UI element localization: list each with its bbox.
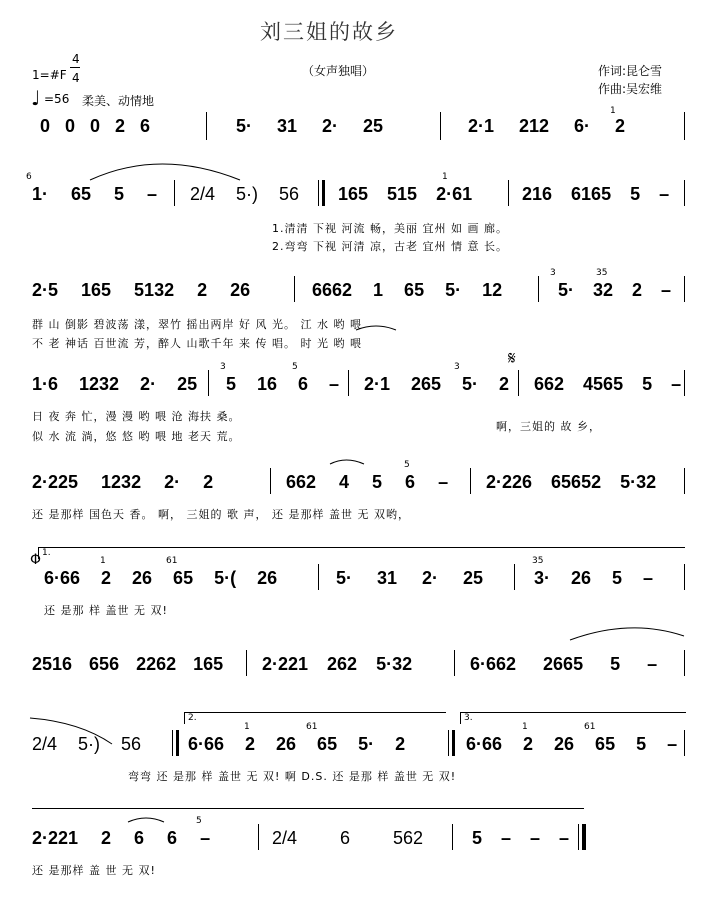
row4-measure1: 1·6 1232 2· 25 (32, 374, 198, 394)
lyric-verse1: 群 山 倒影 碧波荡 漾，翠竹 摇出两岸 好 风 光。 江 水 哟 喂 (32, 318, 362, 331)
grace-note: 3 (220, 362, 226, 372)
grace-note: 6 (26, 172, 32, 182)
grace-note: 1 (100, 556, 106, 566)
grace-note: 5 (196, 816, 202, 826)
grace-note: 5 (292, 362, 298, 372)
row4-measure3: 2·1 265 5· 2 (364, 374, 510, 394)
grace-note: 1 (244, 722, 250, 732)
row6-measure3: 3· 26 5 – (534, 568, 654, 588)
row3-measure1: 2·5 165 5132 2 26 (32, 280, 251, 300)
row4-measure4: 662 4565 5 – (534, 374, 682, 394)
row8-measure1: 2/4 5·) 56 (32, 734, 142, 754)
row8-measure3: 6·66 2 26 65 5 – (466, 734, 678, 754)
subtitle: （女声独唱） (302, 64, 375, 78)
lyric-refrain: 啊，三姐的 故 乡， (496, 420, 601, 433)
row8-measure2: 6·66 2 26 65 5· 2 (188, 734, 406, 754)
lyric-verse2: 似 水 流 淌，悠 悠 哟 喂 地 老天 荒。 (32, 430, 241, 443)
grace-note: 1 (442, 172, 448, 182)
volta-label: 3. (464, 713, 473, 723)
row7-measure2: 2·221 262 5·32 (262, 654, 413, 674)
row9-measure3: 5 – – – (472, 828, 570, 848)
lyric: 还 是那样 盖 世 无 双! (32, 864, 156, 877)
grace-note: 5 (404, 460, 410, 470)
lyric: 弯弯 还 是那 样 盖世 无 双! 啊 D.S. 还 是那 样 盖世 无 双! (128, 770, 457, 783)
grace-note: 1 (522, 722, 528, 732)
key-signature: 1=#F (32, 68, 67, 82)
composer-credit: 作曲:吴宏维 (598, 82, 663, 96)
row2-measure2: 2/4 5·) 56 (190, 184, 300, 204)
time-signature-num: 4 (72, 52, 80, 66)
row5-measure2: 662 4 5 6 – (286, 472, 449, 492)
row6-measure1: 6·66 2 26 65 5·( 26 (44, 568, 278, 588)
grace-note: 61 (584, 722, 596, 732)
row1-measure1: 0 0 0 2 6 (40, 116, 151, 136)
row9-measure1: 2·221 2 6 6 – (32, 828, 211, 848)
expression-marking: 柔美、动情地 (82, 94, 155, 108)
row7-measure3: 6·662 2665 5 – (470, 654, 658, 674)
time-signature-den: 4 (72, 71, 80, 85)
segno-icon: 𝄋 (508, 348, 516, 369)
row6-measure2: 5· 31 2· 25 (336, 568, 484, 588)
row1-measure2: 5· 31 2· 25 (236, 116, 384, 136)
row1-measure3: 2·1 212 6· 2 (468, 116, 626, 136)
grace-note: 35 (532, 556, 544, 566)
grace-note: 3 (454, 362, 460, 372)
lyric-verse1: 日 夜 奔 忙，漫 漫 哟 喂 沧 海扶 桑。 (32, 410, 241, 423)
grace-note: 35 (596, 268, 608, 278)
coda-icon: Φ (30, 552, 42, 568)
lyric: 还 是那 样 盖世 无 双! (44, 604, 168, 617)
row4-measure2: 5 16 6 – (226, 374, 340, 394)
lyric-verse2: 2.弯弯 下视 河清 凉，古老 宜州 情 意 长。 (272, 240, 508, 253)
lyric-verse1: 1.清清 下视 河流 畅，美丽 宜州 如 画 廊。 (272, 222, 508, 235)
row2-measure3: 165 515 2·61 (338, 184, 473, 204)
grace-note: 3 (550, 268, 556, 278)
row2-measure4: 216 6165 5 – (522, 184, 670, 204)
row7-measure1: 2516 656 2262 165 (32, 654, 224, 674)
row3-measure2: 6662 1 65 5· 12 (312, 280, 503, 300)
volta-label: 2. (188, 713, 197, 723)
lyric-verse2: 不 老 神话 百世流 芳，醉人 山歌千年 来 传 唱。 时 光 哟 喂 (32, 337, 362, 350)
grace-note: 61 (166, 556, 178, 566)
row5-measure1: 2·225 1232 2· 2 (32, 472, 214, 492)
tempo-marking: =56 (44, 92, 70, 106)
page-title: 刘三姐的故乡 (260, 20, 398, 44)
lyricist-credit: 作词:昆仑雪 (598, 64, 663, 78)
grace-note: 61 (306, 722, 318, 732)
row9-measure2: 2/4 6 562 (272, 828, 424, 848)
row5-measure3: 2·226 65652 5·32 (486, 472, 657, 492)
lyric: 还 是那样 国色天 香。 啊， 三姐的 歌 声， 还 是那样 盖世 无 双哟， (32, 508, 410, 521)
grace-note: 1 (610, 106, 616, 116)
row3-measure3: 5· 32 2 – (558, 280, 672, 300)
row2-measure1: 1· 65 5 – (32, 184, 158, 204)
quarter-note-icon: ♩ (31, 86, 41, 110)
volta-label: 1. (42, 548, 51, 558)
